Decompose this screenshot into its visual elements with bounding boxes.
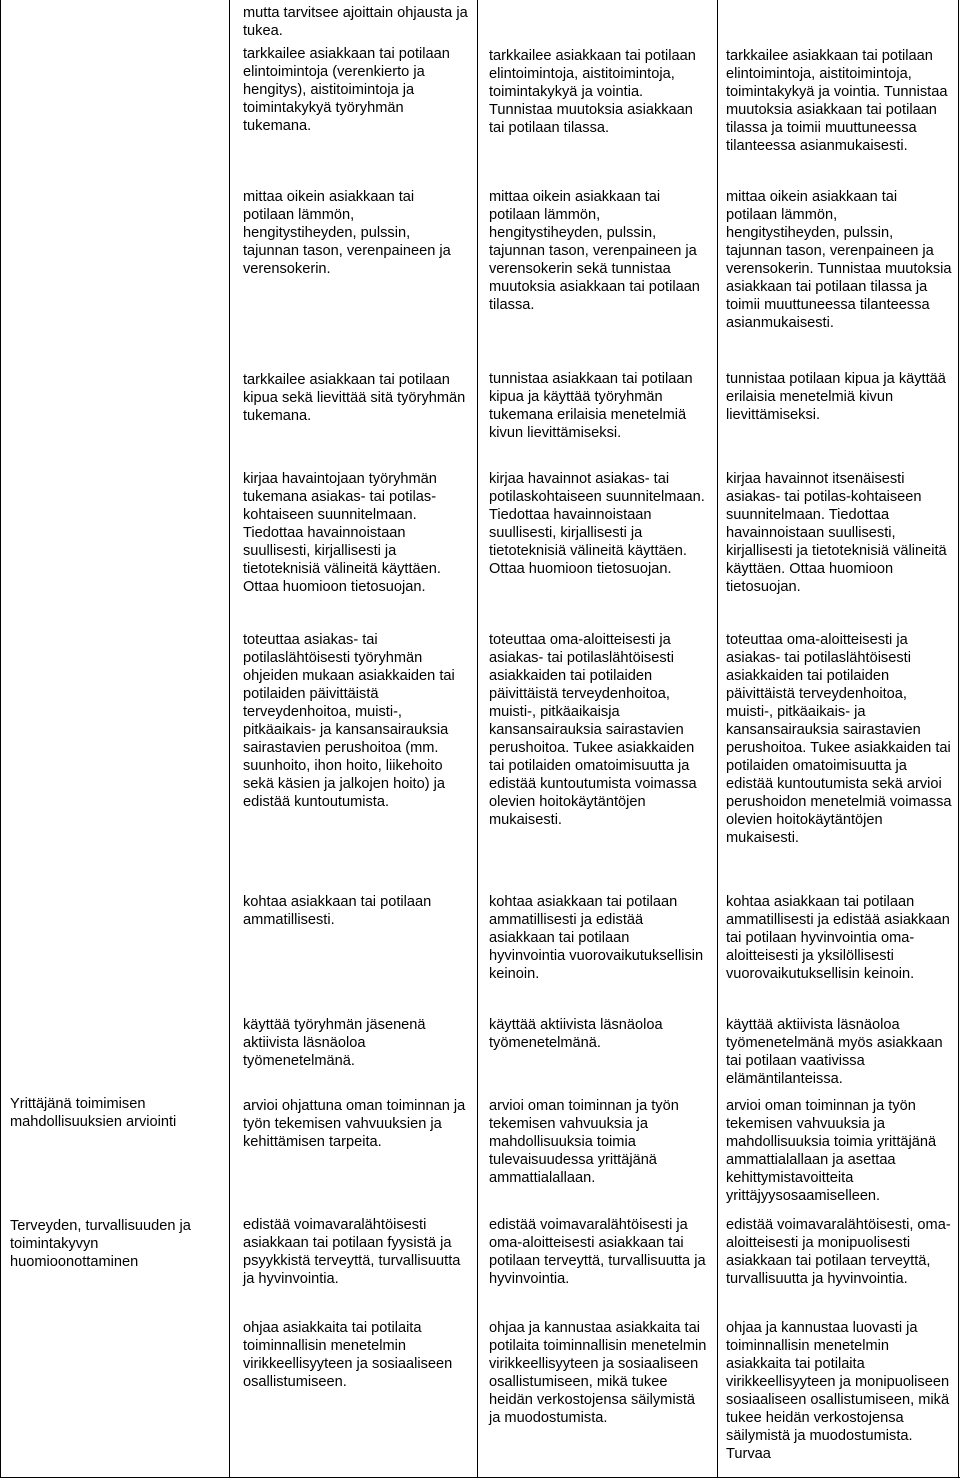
criterion-text: kirjaa havainnot itsenäisesti asiakas- tai potilas-kohtaiseen suunnitelmaan. Tiedottaa havainnoistaan suullisesti, kirjallisesti ja tietoteknisiä välineitä käyttäen. Ottaa huomioon tietosuojan.	[726, 471, 947, 595]
criterion-text: kohtaa asiakkaan tai potilaan ammatillisesti ja edistää asiakkaan tai potilaan hyvinvointia oma-aloitteisesti ja yksilöllisesti vuorovaikutuksellisin keinoin.	[726, 894, 950, 982]
column-divider	[477, 0, 478, 1478]
criteria-column-3	[726, 0, 952, 1478]
criterion-text: kohtaa asiakkaan tai potilaan ammatillisesti ja edistää asiakkaan tai potilaan hyvinvointia vuorovaikutuksellisin keinoin.	[489, 894, 704, 982]
criterion-text: käyttää aktiivista läsnäoloa työmenetelmänä myös asiakkaan tai potilaan vaativissa elämäntilanteissa.	[726, 1017, 943, 1087]
criterion-text: edistää voimavaralähtöisesti ja oma-aloitteisesti asiakkaan tai potilaan terveyttä, turvallisuutta ja hyvinvointia.	[489, 1217, 706, 1287]
criterion-text: käyttää aktiivista läsnäoloa työmenetelmänä.	[489, 1017, 663, 1051]
criterion-text: edistää voimavaralähtöisesti asiakkaan tai potilaan fyysistä ja psyykkistä terveyttä, turvallisuutta ja hyvinvointia.	[243, 1217, 461, 1287]
criterion-text: tarkkailee asiakkaan tai potilaan kipua sekä lievittää sitä työryhmän tukemana.	[243, 372, 466, 424]
criterion-text: käyttää työryhmän jäsenenä aktiivista läsnäoloa työmenetelmänä.	[243, 1017, 426, 1069]
criterion-text: ohjaa ja kannustaa luovasti ja toiminnallisin menetelmin asiakkaita tai potilaita virikkeellisyyteen ja monipuoliseen sosiaaliseen osallistumiseen, mikä tukee heidän verkostojensa säilymistä ja muodostumista. Turvaa	[726, 1320, 950, 1462]
table-border-right	[958, 0, 959, 1478]
criterion-text: tarkkailee asiakkaan tai potilaan elintoimintoja, aistitoimintoja, toimintakykyä ja vointia. Tunnistaa muutoksia asiakkaan tai potilaan tilassa ja toimii muuttuneessa tilanteessa asianmukaisesti.	[726, 48, 948, 154]
column-divider	[229, 0, 230, 1478]
assessment-heading: Yrittäjänä toimimisen mahdollisuuksien arviointi	[10, 1096, 177, 1130]
criterion-text: mittaa oikein asiakkaan tai potilaan lämmön, hengitystiheyden, pulssin, tajunnan tason, verenpaineen ja verensokerin.	[243, 189, 451, 277]
criterion-text: mutta tarvitsee ajoittain ohjausta ja tukea.	[243, 5, 468, 39]
criterion-text: mittaa oikein asiakkaan tai potilaan lämmön, hengitystiheyden, pulssin, tajunnan tason, verenpaineen ja verensokerin sekä tunnistaa muutoksia asiakkaan tai potilaan tilassa.	[489, 189, 700, 313]
criterion-text: toteuttaa oma-aloitteisesti ja asiakas- tai potilaslähtöisesti asiakkaiden tai potilaiden päivittäistä terveydenhoitoa, muisti-, pitkäaikais- ja kansansairauksia sairastavien perushoitoa. Tukee asiakkaiden tai potilaiden omatoimisuutta ja edistää kuntoutumista sekä arvioi perushoidon menetelmiä voimassa olevien hoitokäytäntöjen mukaisesti.	[726, 632, 952, 846]
criterion-text: tarkkailee asiakkaan tai potilaan elintoimintoja, aistitoimintoja, toimintakykyä ja vointia. Tunnistaa muutoksia asiakkaan tai potilaan tilassa.	[489, 48, 696, 136]
criterion-text: tarkkailee asiakkaan tai potilaan elintoimintoja (verenkierto ja hengitys), aistitoimintoja ja toimintakykyä työryhmän tukemana.	[243, 46, 450, 134]
column-divider	[717, 0, 718, 1478]
criterion-text: arvioi ohjattuna oman toiminnan ja työn tekemisen vahvuuksien ja kehittämisen tarpeita.	[243, 1098, 466, 1150]
criterion-text: kohtaa asiakkaan tai potilaan ammatillisesti.	[243, 894, 432, 928]
criterion-text: toteuttaa asiakas- tai potilaslähtöisesti työryhmän ohjeiden mukaan asiakkaiden tai potilaiden päivittäistä terveydenhoitoa, muisti-, pitkäaikais- ja kansansairauksia sairastavien perushoitoa (mm. suunhoito, ihon hoito, liikehoito sekä käsien ja jalkojen hoito) ja edistää kuntoutumista.	[243, 632, 455, 810]
criterion-text: ohjaa ja kannustaa asiakkaita tai potilaita toiminnallisin menetelmin virikkeellisyyteen ja sosiaaliseen osallistumiseen, mikä tukee heidän verkostojensa säilymistä ja muodostumista.	[489, 1320, 707, 1426]
criterion-text: ohjaa asiakkaita tai potilaita toiminnallisin menetelmin virikkeellisyyteen ja sosiaaliseen osallistumiseen.	[243, 1320, 453, 1390]
health-heading: Terveyden, turvallisuuden ja toimintakyvyn huomioonottaminen	[10, 1218, 191, 1270]
criterion-text: arvioi oman toiminnan ja työn tekemisen vahvuuksia ja mahdollisuuksia toimia yrittäjänä ammattialallaan ja asettaa kehittymistavoitteita yrittäjyysosaamiselleen.	[726, 1098, 937, 1204]
criteria-column-1	[243, 0, 468, 1478]
criteria-column-2	[489, 0, 709, 1478]
criterion-text: arvioi oman toiminnan ja työn tekemisen vahvuuksia ja mahdollisuuksia toimia tulevaisuudessa yrittäjänä ammattialallaan.	[489, 1098, 679, 1186]
table-border-left	[0, 0, 1, 1478]
row-heading-column	[10, 0, 215, 1478]
criterion-text: toteuttaa oma-aloitteisesti ja asiakas- tai potilaslähtöisesti asiakkaiden tai potilaiden päivittäistä terveydenhoitoa, muisti-, pitkäaikaisja kansansairauksia sairastavien perushoitoa. Tukee asiakkaiden tai potilaiden omatoimisuutta ja edistää kuntoutumista voimassa olevien hoitokäytäntöjen mukaisesti.	[489, 632, 697, 828]
criterion-text: mittaa oikein asiakkaan tai potilaan lämmön, hengitystiheyden, pulssin, tajunnan tason, verenpaineen ja verensokerin. Tunnistaa muutoksia asiakkaan tai potilaan tilassa ja toimii muuttuneessa tilanteessa asianmukaisesti.	[726, 189, 952, 331]
criterion-text: edistää voimavaralähtöisesti, oma-aloitteisesti ja monipuolisesti asiakkaan tai potilaan terveyttä, turvallisuutta ja hyvinvointia.	[726, 1217, 951, 1287]
criterion-text: tunnistaa asiakkaan tai potilaan kipua ja käyttää työryhmän tukemana erilaisia menetelmiä kivun lievittämiseksi.	[489, 371, 693, 441]
criterion-text: tunnistaa potilaan kipua ja käyttää erilaisia menetelmiä kivun lievittämiseksi.	[726, 371, 946, 423]
criterion-text: kirjaa havaintojaan työryhmän tukemana asiakas- tai potilas-kohtaiseen suunnitelmaan. Tiedottaa havainnoistaan suullisesti, kirjallisesti ja tietoteknisiä välineitä käyttäen. Ottaa huomioon tietosuojan.	[243, 471, 441, 595]
criterion-text: kirjaa havainnot asiakas- tai potilaskohtaiseen suunnitelmaan. Tiedottaa havainnoistaan suullisesti, kirjallisesti ja tietoteknisiä välineitä käyttäen. Ottaa huomioon tietosuojan.	[489, 471, 705, 577]
